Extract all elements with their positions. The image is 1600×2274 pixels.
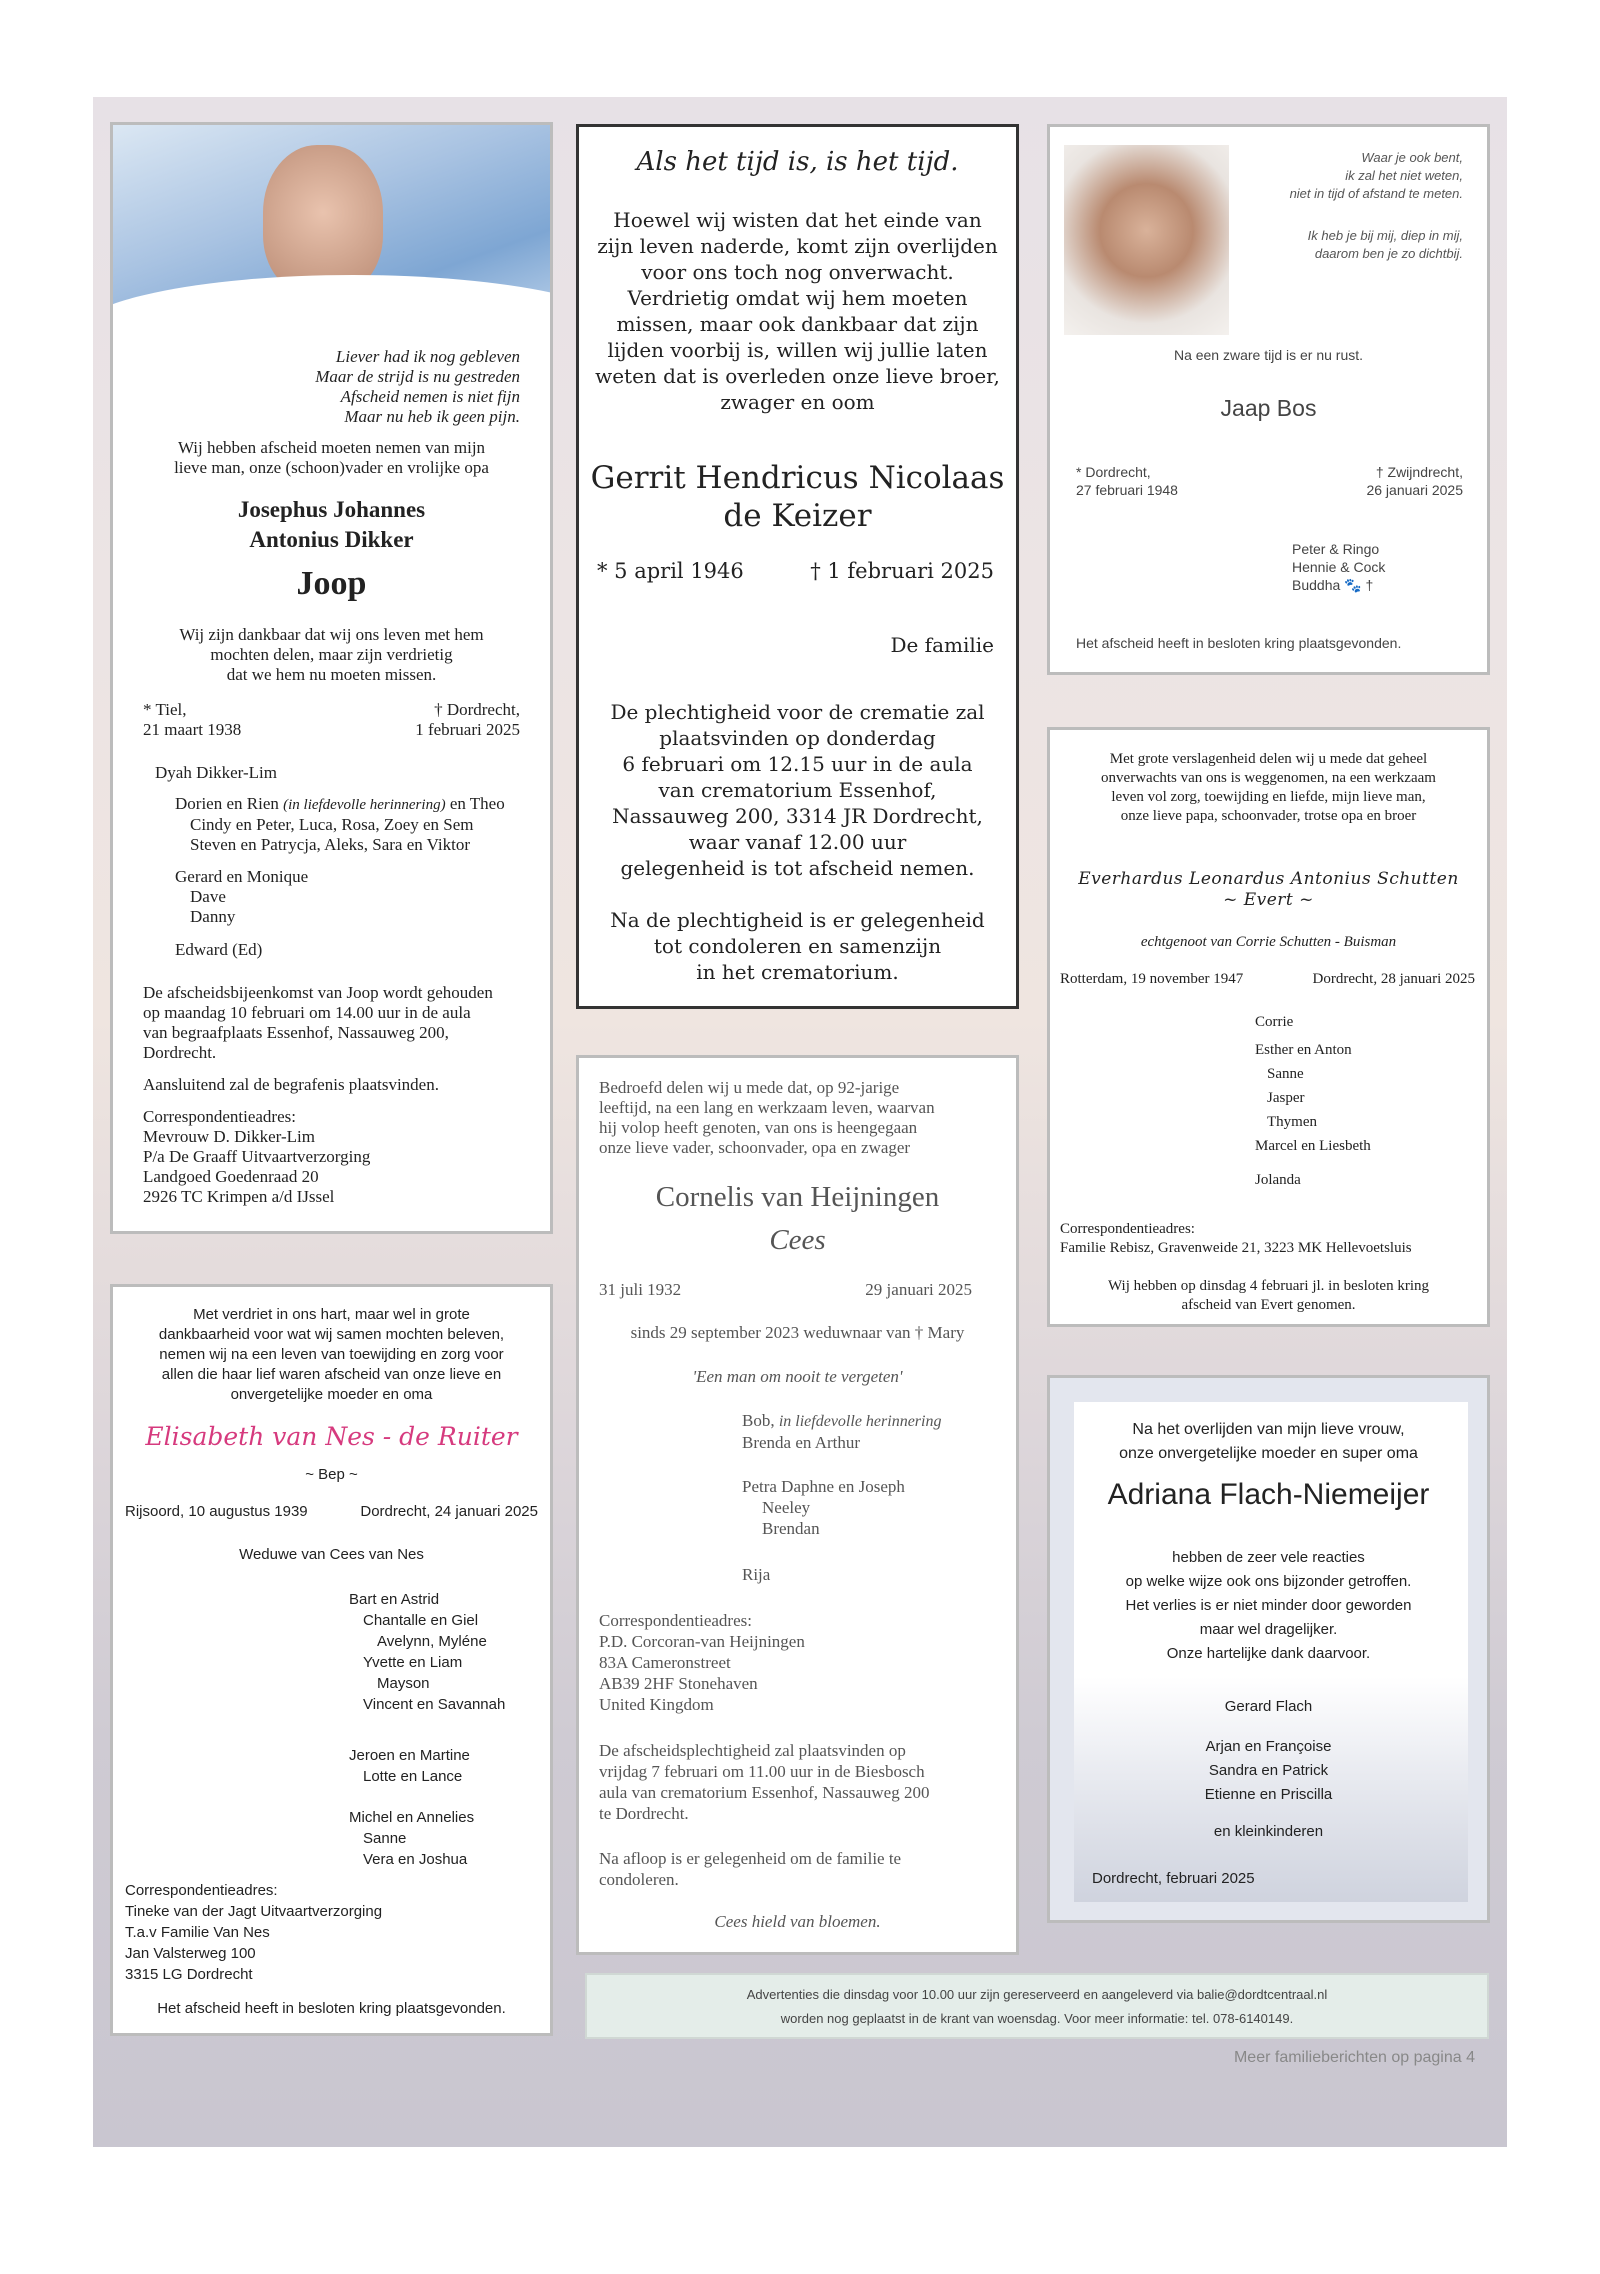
family-list: Peter & Ringo Hennie & Cock Buddha 🐾 † [1292, 541, 1386, 593]
birth-info: * Dordrecht, 27 februari 1948 [1076, 464, 1178, 498]
death-info: † Zwijndrecht, 26 januari 2025 [1366, 464, 1463, 498]
gratitude-text: Wij zijn dankbaar dat wij ons leven met hem mochten delen, maar zijn verdrietig dat we hem nu moeten missen. [179, 625, 484, 684]
deceased-name: Jaap Bos [1220, 395, 1317, 421]
deceased-name: Gerrit Hendricus Nicolaas de Keizer [590, 460, 1005, 534]
intro-text: Na het overlijden van mijn lieve vrouw, onze onvergetelijke moeder en super oma [1119, 1421, 1418, 1462]
closing-note: Wij hebben op dinsdag 4 februari jl. in besloten kring afscheid van Evert genomen. [1108, 1278, 1429, 1313]
intro-text: Bedroefd delen wij u mede dat, op 92-jarige leeftijd, na een lang en werkzaam leven, waarvan hij volop heeft genoten, van ons is heengegaan onze lieve vader, schoonvader, opa en zwager [599, 1078, 935, 1157]
banner-line-1: Advertenties die dinsdag voor 10.00 uur zijn gereserveerd en aangeleverd via balie@dordtcentraal.nl [746, 1987, 1328, 2002]
deceased-name: Adriana Flach-Niemeijer [1107, 1478, 1430, 1511]
birth-info: * Tiel, 21 maart 1938 [143, 700, 242, 739]
grandchildren: en kleinkinderen [1213, 1823, 1324, 1840]
banner-line-2: worden nog geplaatst in de krant van woensdag. Voor meer informatie: tel. 078-6140149. [780, 2011, 1294, 2026]
notice-evert-schutten [1047, 727, 1490, 1327]
intro-text: Na een zware tijd is er nu rust. [1173, 347, 1364, 363]
place-date: Dordrecht, februari 2025 [1092, 1870, 1255, 1887]
ceremony-text: De plechtigheid voor de crematie zal plaatsvinden op donderdag 6 februari om 12.15 uur in de aula van crematorium Essenhof, Nassauweg 200, 3314 JR Dordrecht, waar vanaf 12.00 uur gelegenheid is tot afscheid nemen. [610, 700, 985, 880]
deceased-name: Josephus Johannes Antonius Dikker [237, 497, 426, 552]
ceremony-text: De afscheidsplechtigheid zal plaatsvinden op vrijdag 7 februari om 11.00 uur in de Biesbosch aula van crematorium Essenhof, Nassauweg 200 te Dordrecht. [599, 1741, 930, 1823]
portrait-photo [113, 125, 550, 343]
notice-joop-dikker [110, 122, 553, 1234]
spouse: Dyah Dikker-Lim [155, 763, 277, 782]
condolence-text: Na afloop is er gelegenheid om de familie te condoleren. [599, 1849, 902, 1889]
deceased-name: Cornelis van Heijningen [655, 1181, 940, 1213]
intro-text: Wij hebben afscheid moeten nemen van mijn lieve man, onze (schoon)vader en vrolijke opa [174, 438, 489, 477]
gratitude-text: hebben de zeer vele reacties op welke wijze ook ons bijzonder getroffen. Het verlies is er niet minder door geworden maar wel dragelijker. Onze hartelijke dank daarvoor. [1125, 1549, 1412, 1662]
intro-text: Met grote verslagenheid delen wij u mede dat geheel onverwachts van ons is weggenomen, na een werkzaam leven vol zorg, toewijding en liefde, mijn lieve man, onze lieve papa, schoonvader, trotse opa en broer [1101, 751, 1436, 824]
burial-text: Aansluitend zal de begrafenis plaatsvinden. [143, 1075, 439, 1094]
nickname: ~ Bep ~ [305, 1466, 358, 1483]
family-group-2: Jeroen en Martine Lotte en Lance [349, 1747, 470, 1785]
correspondence-address: Correspondentieadres: Mevrouw D. Dikker-Lim P/a De Graaff Uitvaartverzorging Landgoed Goedenraad 20 2926 TC Krimpen a/d IJssel [143, 1107, 371, 1206]
notice-cornelis-van-heijningen [576, 1055, 1019, 1955]
notice-elisabeth-van-nes [110, 1284, 553, 2036]
poem: Liever had ik nog gebleven Maar de strijd is nu gestreden Afscheid nemen is niet fijn Maar nu heb ik geen pijn. [315, 347, 520, 426]
death-info: Dordrecht, 28 januari 2025 [1312, 971, 1475, 987]
spouse: Gerard Flach [1224, 1698, 1313, 1715]
ceremony-text: De afscheidsbijeenkomst van Joop wordt gehouden op maandag 10 februari om 14.00 uur in de aula van begraafplaats Essenhof, Nassauweg 200, Dordrecht. [143, 983, 493, 1062]
correspondence-address: Correspondentieadres: Familie Rebisz, Gravenweide 21, 3223 MK Hellevoetsluis [1060, 1221, 1412, 1256]
notice-adriana-flach-niemeijer [1047, 1375, 1490, 1923]
birth-info: Rotterdam, 19 november 1947 [1060, 971, 1244, 987]
family-list: Arjan en Françoise Sandra en Patrick Etienne en Priscilla [1204, 1738, 1333, 1803]
notice-jaap-bos [1047, 124, 1490, 675]
birth-date: * 5 april 1946 [597, 559, 744, 583]
nickname: Cees [769, 1224, 826, 1256]
closing-line: Cees hield van bloemen. [714, 1912, 881, 1931]
family-list: Corrie Esther en Anton Sanne Jasper Thymen Marcel en Liesbeth Jolanda [1255, 1014, 1371, 1188]
poem-stanza-2: Ik heb je bij mij, diep in mij, daarom ben je zo dichtbij. [1307, 228, 1463, 261]
family-group-3: Rija [742, 1565, 771, 1584]
family-group-1: Dorien en Rien (in liefdevolle herinnering) en Theo Cindy en Peter, Luca, Rosa, Zoey en Sem Steven en Patrycja, Aleks, Sara en Viktor [175, 794, 505, 854]
birth-date: 31 juli 1932 [599, 1280, 682, 1299]
closing-note: Het afscheid heeft in besloten kring plaatsgevonden. [157, 2000, 506, 2017]
more-notices-link[interactable]: Meer familieberichten op pagina 4 [1233, 2049, 1475, 2066]
correspondence-address: Correspondentieadres: Tineke van der Jagt Uitvaartverzorging T.a.v Familie Van Nes Jan Valsterweg 100 3315 LG Dordrecht [125, 1882, 383, 1983]
family-signature: De familie [890, 633, 994, 657]
family-group-2: Petra Daphne en Joseph Neeley Brendan [742, 1477, 905, 1538]
heading: Als het tijd is, is het tijd. [636, 147, 959, 177]
widow-line: Weduwe van Cees van Nes [239, 1546, 424, 1563]
widower-line: sinds 29 september 2023 weduwnaar van † Mary [630, 1323, 965, 1342]
family-group-3: Michel en Annelies Sanne Vera en Joshua [349, 1809, 475, 1868]
advertisement-info-banner [585, 1973, 1489, 2039]
birth-info: Rijsoord, 10 augustus 1939 [125, 1503, 308, 1520]
poem-stanza-1: Waar je ook bent, ik zal het niet weten, niet in tijd of afstand te meten. [1289, 150, 1463, 201]
death-date: † 1 februari 2025 [810, 559, 994, 583]
spouse-line: echtgenoot van Corrie Schutten - Buisman [1140, 934, 1397, 950]
death-info: Dordrecht, 24 januari 2025 [360, 1503, 538, 1520]
family-group-2: Gerard en Monique Dave Danny [175, 867, 309, 926]
family-group-3: Edward (Ed) [175, 940, 263, 959]
notice-gerrit-de-keizer [576, 124, 1019, 1009]
condolence-text: Na de plechtigheid is er gelegenheid tot condoleren en samenzijn in het crematorium. [610, 908, 985, 984]
closing-note: Het afscheid heeft in besloten kring plaatsgevonden. [1076, 635, 1402, 651]
quote: 'Een man om nooit te vergeten' [692, 1367, 903, 1386]
deceased-name: Everhardus Leonardus Antonius Schutten ~ Evert ~ [1078, 869, 1459, 910]
family-group-1: Bob, in liefdevolle herinnering Brenda en Arthur [742, 1411, 942, 1452]
portrait-photo [1064, 145, 1229, 335]
death-info: † Dordrecht, 1 februari 2025 [415, 700, 520, 739]
death-date: 29 januari 2025 [865, 1280, 972, 1299]
correspondence-address: Correspondentieadres: P.D. Corcoran-van Heijningen 83A Cameronstreet AB39 2HF Stonehaven United Kingdom [599, 1611, 805, 1714]
nickname: Joop [296, 565, 367, 602]
deceased-name: Elisabeth van Nes - de Ruiter [145, 1422, 518, 1451]
intro-text: Hoewel wij wisten dat het einde van zijn leven naderde, komt zijn overlijden voor ons toch nog onverwacht. Verdrietig omdat wij hem moeten missen, maar ook dankbaar dat zijn lijden voorbij is, willen wij jullie laten weten dat is overleden onze lieve broer, zwager en oom [595, 208, 1000, 414]
intro-text: Met verdriet in ons hart, maar wel in grote dankbaarheid voor wat wij samen mochten beleven, nemen wij na een leven van toewijding en zorg voor allen die haar lief waren afscheid van onze lieve en onvergetelijke moeder en oma [158, 1306, 505, 1403]
family-group-1: Bart en Astrid Chantalle en Giel Avelynn, Myléne Yvette en Liam Mayson Vincent en Savannah [349, 1591, 506, 1713]
